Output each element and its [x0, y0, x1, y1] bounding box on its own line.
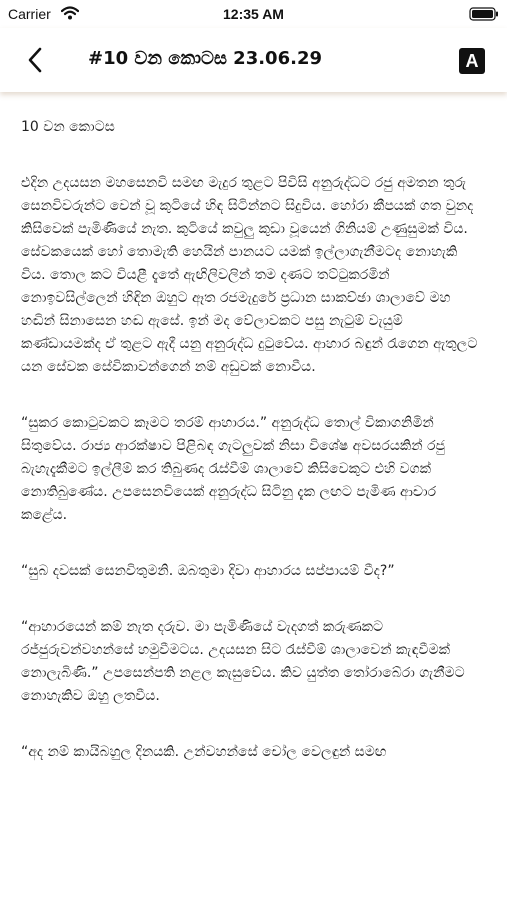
navigation-bar: [0, 28, 507, 92]
font-size-button[interactable]: [459, 48, 485, 74]
font-size-icon: A: [465, 50, 479, 71]
status-time: 12:35 AM: [223, 6, 284, 22]
article-paragraph: එදින උදයසන මහසෙනවි සමඟ මැදුර තුළට පිවිසි අනුරුද්ධට රජු අමතන තුරු සෙනවිවරුන්ට වෙන් වූ කුටියේ හිඳ සිටින්නට සිදුවිය. හෝරා කීපයක් ගත වුනද කිසිවෙක් පැමිණියේ නැත. කුටියේ කවුලු කුඩා වූයෙන් ගිනියම් උණුසුමක් විය. සේවකයෙක් හෝ තොමැති හෙයින් පානයට යමක් ඉල්ලාගැනීමටද නොහැකි විය. තොල කට වියළී දැතේ ඇඟිලිවලින් තම දණට තට්ටුකරමින් නොඉවසිල්ලෙන් හිඳින ඔහුට ඈත රජමැදුරේ ප්‍රධාන සාකච්ඡා ශාලාවේ මහ හඬින් සිනාසෙන හඬ ඇසේ. ඉන් මද වේලාවකට පසු නැටුම් වැයුම් කණ්ඩායමක්ද ඒ තුළට ඇදී යනු අනුරුද්ධ දුටුවේය. ආහාර බඳුන් රැගෙන ඇතුලට යන සේවක සේවිකාවන්ගෙන් නම් අඩුවක් නොවීය.: [21, 175, 478, 375]
article-paragraph: “සුබ දවසක් සෙනවිතුමනි. ඔබතුමා දිවා ආහාරය සප්පායම් වීද?”: [21, 563, 395, 579]
page-title: #10 වන කොටස 23.06.29: [88, 48, 322, 69]
back-chevron-icon: [27, 47, 43, 73]
carrier-label: Carrier: [8, 6, 51, 22]
article-content: [21, 116, 479, 797]
status-bar: [0, 0, 507, 28]
article-paragraph: “ආහාරයෙන් කම් නැත දරුව. මා පැමිණියේ වැදගත් කරුණකට රජ්ජුරුවන්වහන්සේ හමුවීමටය. උදයසන සිට රැස්වීම් ශාලාවෙන් කැඳවීමක් නොලැබිණි.” උපසෙන්පති නළල කැසුවේය. කිව යුත්ත තෝරාබේරා ගැනීමට නොහැකිව ඔහු ලතවීය.: [21, 619, 465, 704]
back-button[interactable]: [20, 44, 50, 76]
article-paragraph: “සුකර කොටුවකට කෑමට තරම් ආහාරය.” අනුරුද්ධ තොල් විකාගනිමින් සිතුවේය. රාජ්‍ය ආරක්ෂාව පිළිබඳ ගැටලුවක් නිසා විශේෂ අවසරයකින් රජු බැහැදැකීමට ඉල්ලීම් කර තිබුණද රැස්වීම් ශාලාවේ කිසිවෙකුට එහි වගක් නොතිබුණේය. උපසෙනවියෙක් අනුරුද්ධ සිටිනු දැක ලඟට පැමිණ ආචාර කළේය.: [21, 415, 446, 523]
article-paragraph: “අද නම් කායිබහුල දිනයකි. උන්වහන්සේ චෝල වෙලඳුන් සමඟ: [21, 744, 387, 760]
article-heading: 10 වන කොටස: [21, 119, 115, 135]
battery-icon: [469, 6, 499, 25]
